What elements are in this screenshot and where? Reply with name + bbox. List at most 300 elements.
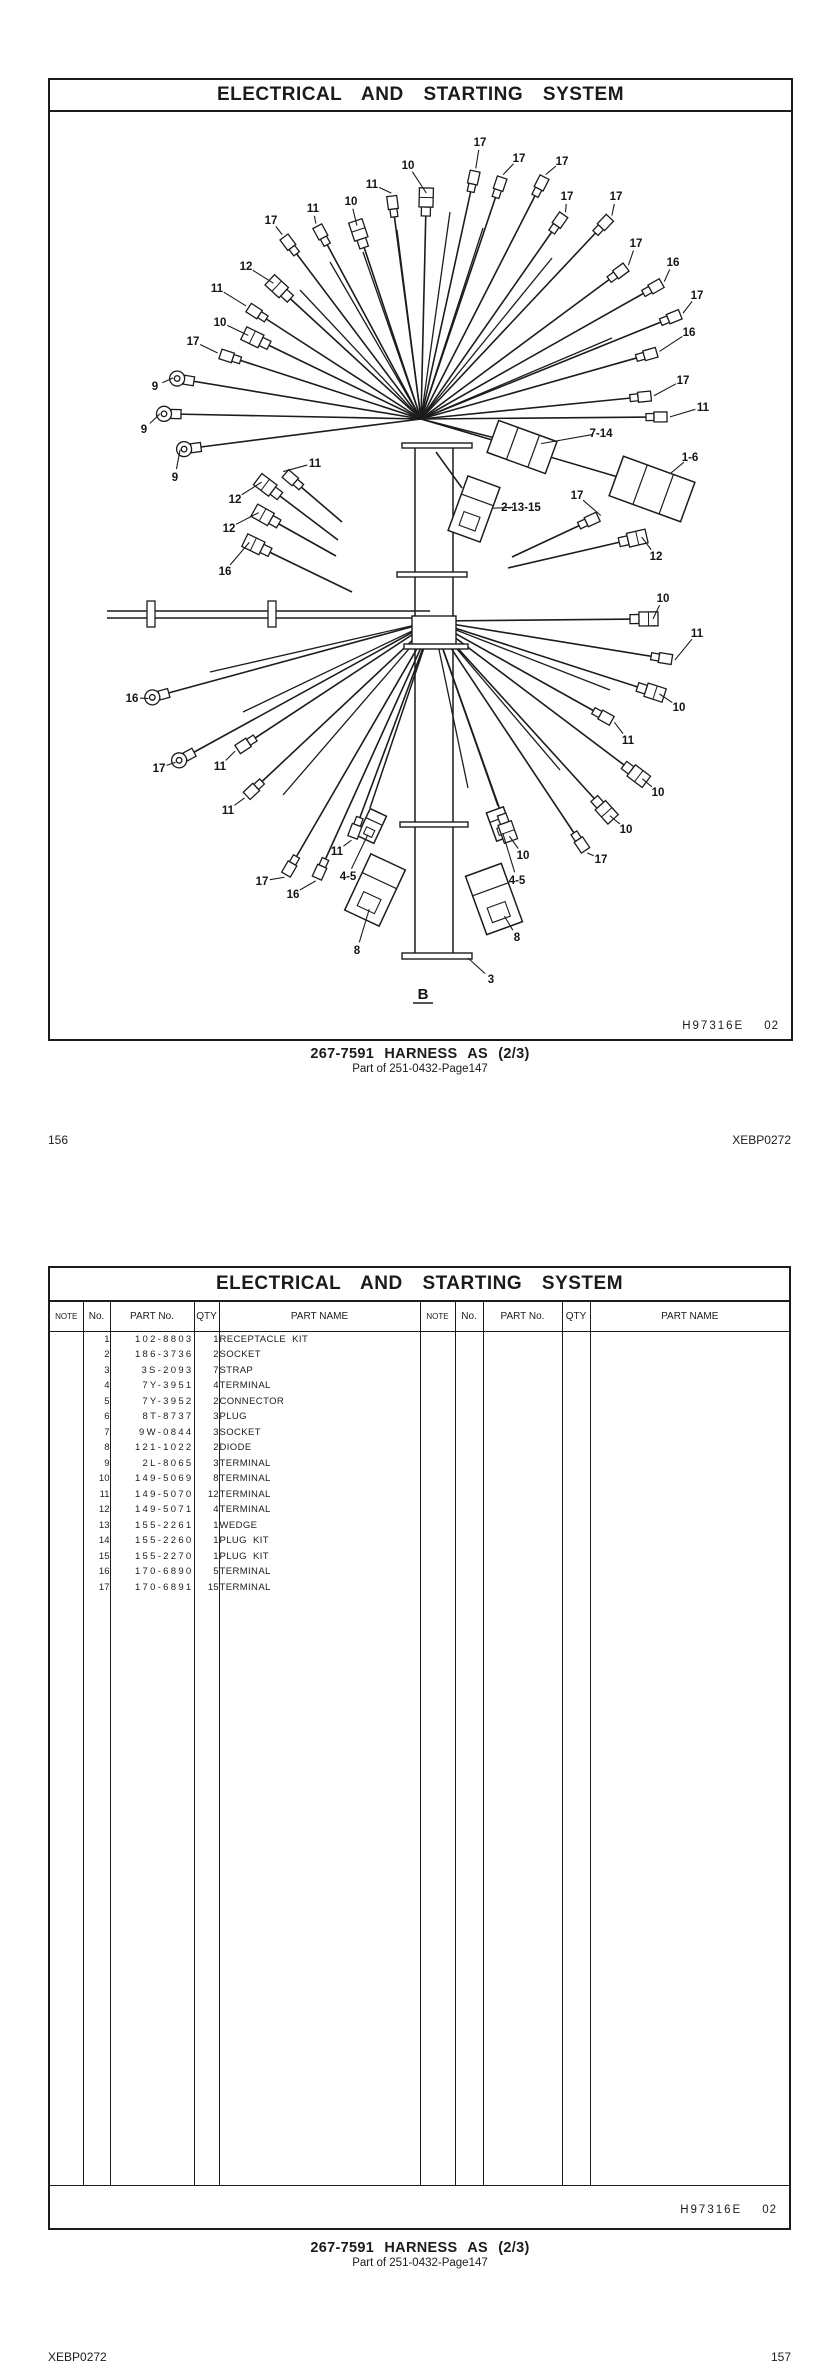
spade-terminal [650, 651, 672, 664]
column-header: NOTE [50, 1302, 83, 1332]
cell-note [50, 1549, 83, 1565]
drawing-rev: 02 [762, 2204, 777, 2216]
ring-hole [174, 375, 180, 381]
plug-terminal [620, 759, 651, 787]
doc-code-right: XEBP0272 [732, 1133, 791, 1147]
cell-empty [455, 1533, 483, 1549]
cell-part_no: 9W-0844 [110, 1425, 194, 1441]
cell-qty: 2 [194, 1394, 219, 1410]
spade-terminal [659, 310, 682, 327]
callout-leader [476, 150, 479, 168]
cell-empty [455, 1332, 483, 1348]
cell-empty [590, 1347, 789, 1363]
table-caption [0, 2240, 840, 2269]
table-row [50, 1425, 789, 1441]
callout-leader [270, 877, 285, 879]
cell-part_no: 121-1022 [110, 1440, 194, 1456]
harness-clip [404, 644, 468, 649]
cell-empty [194, 1595, 219, 2185]
parts-table-box [48, 1266, 791, 2230]
caption-subtitle: Part of 251-0432-Page147 [352, 1063, 488, 1075]
callout-leader [664, 269, 669, 281]
loose-lead [272, 490, 338, 540]
callout-label: 9 [151, 381, 159, 393]
spade-terminal [246, 303, 269, 323]
cell-empty [590, 1363, 789, 1379]
cell-empty [562, 1378, 590, 1394]
harness-wire [433, 621, 580, 842]
connector-body [609, 456, 695, 521]
cell-empty [562, 1502, 590, 1518]
cell-part_name: WEDGE [219, 1518, 420, 1534]
cell-part_no: 155-2261 [110, 1518, 194, 1534]
cell-empty [562, 1533, 590, 1549]
cell-part_name: TERMINAL [219, 1456, 420, 1472]
callout-label: 11 [690, 628, 704, 640]
spade-terminal [646, 412, 667, 422]
harness-wire [436, 452, 462, 488]
cell-empty [483, 1378, 562, 1394]
loose-lead [270, 519, 336, 556]
terminal-body [658, 653, 672, 665]
cell-note [50, 1471, 83, 1487]
callout-label: 12 [239, 261, 253, 273]
cell-no: 13 [83, 1518, 110, 1534]
callout-label: 10 [656, 593, 670, 605]
cell-empty [590, 1487, 789, 1503]
callout-leader [351, 835, 367, 869]
cell-empty [562, 1332, 590, 1348]
callout-label: 10 [344, 196, 358, 208]
spade-terminal [635, 347, 658, 362]
callout-leader [654, 384, 676, 396]
spade-terminal [219, 349, 242, 365]
callout-label: 17 [555, 156, 569, 168]
cell-qty: 15 [194, 1580, 219, 1596]
callout-label: 11 [621, 735, 635, 747]
cell-empty [483, 1456, 562, 1472]
callout-leader [379, 187, 391, 193]
callout-label: 17 [609, 191, 623, 203]
spade-terminal [313, 224, 332, 247]
cell-note [50, 1347, 83, 1363]
callout-label: 16 [218, 566, 232, 578]
cell-empty [590, 1564, 789, 1580]
callout-leader [546, 166, 556, 174]
callout-leader [675, 639, 692, 660]
terminal-barrel [190, 443, 201, 453]
callout-label: 17 [264, 215, 278, 227]
spade-terminal [548, 212, 568, 235]
table-row [50, 1456, 789, 1472]
cell-empty [483, 1394, 562, 1410]
cell-part_no: 155-2270 [110, 1549, 194, 1565]
callout-label: 17 [255, 876, 269, 888]
terminal-body [666, 310, 682, 324]
cell-empty [420, 1440, 455, 1456]
cell-empty [455, 1564, 483, 1580]
cell-empty [590, 1518, 789, 1534]
page-number-right: 157 [770, 2350, 791, 2364]
cell-empty [420, 1409, 455, 1425]
cell-qty: 3 [194, 1456, 219, 1472]
cell-no: 15 [83, 1549, 110, 1565]
plug-terminal [630, 612, 658, 626]
cell-empty [562, 1549, 590, 1565]
spade-terminal [466, 170, 480, 193]
cell-part_name: RECEPTACLE KIT [219, 1332, 420, 1348]
cell-empty [420, 1533, 455, 1549]
spade-terminal [387, 195, 400, 217]
callout-leader [226, 751, 235, 760]
parts-table [50, 1302, 789, 2185]
cell-empty [420, 1471, 455, 1487]
table-row [50, 1332, 789, 1348]
doc-code-left: XEBP0272 [48, 2350, 107, 2364]
cell-no: 4 [83, 1378, 110, 1394]
cell-empty [455, 1580, 483, 1596]
cell-empty [590, 1549, 789, 1565]
parts-table-wrap [50, 1302, 789, 2185]
harness-wire [260, 341, 421, 419]
cell-empty [455, 1595, 483, 2185]
cell-no: 2 [83, 1347, 110, 1363]
drawing-code-text: H97316E [680, 2204, 743, 2216]
harness-wire [421, 355, 647, 419]
column-header: PART No. [110, 1302, 194, 1332]
harness-clip [412, 616, 456, 645]
callout-label: 2-13-15 [501, 502, 541, 514]
cell-note [50, 1332, 83, 1348]
figure-title: ELECTRICAL AND STARTING SYSTEM [50, 80, 791, 112]
cell-empty [455, 1409, 483, 1425]
harness-wire [257, 313, 421, 419]
column-header: QTY [562, 1302, 590, 1332]
drawing-code [682, 1020, 779, 1032]
cell-empty [562, 1595, 590, 2185]
cell-part_no: 8T-8737 [110, 1409, 194, 1425]
cell-part_no: 7Y-3952 [110, 1394, 194, 1410]
strap-tick [268, 601, 276, 627]
harness-wire [173, 414, 421, 419]
harness-clip [397, 572, 467, 577]
ring-hole [181, 446, 187, 452]
cell-no: 1 [83, 1332, 110, 1348]
cell-note [50, 1440, 83, 1456]
callout-label: 17 [152, 763, 166, 775]
cell-empty [455, 1363, 483, 1379]
cell-empty [420, 1595, 455, 2185]
cell-part_no: 155-2260 [110, 1533, 194, 1549]
terminal-barrel [630, 394, 639, 402]
cell-no: 11 [83, 1487, 110, 1503]
cell-empty [420, 1502, 455, 1518]
cell-empty [420, 1347, 455, 1363]
harness-clip [402, 953, 472, 959]
callout-label: 12 [228, 494, 242, 506]
cell-empty [590, 1502, 789, 1518]
cell-empty [483, 1518, 562, 1534]
callout-label: 10 [401, 160, 415, 172]
table-row [50, 1502, 789, 1518]
plug-terminal [349, 219, 371, 250]
terminal-barrel [646, 414, 654, 421]
callout-label: 17 [186, 336, 200, 348]
cell-part_no: 7Y-3951 [110, 1378, 194, 1394]
cell-empty [483, 1347, 562, 1363]
cell-empty [455, 1549, 483, 1565]
terminal-body [638, 391, 652, 402]
callout-leader [612, 204, 614, 216]
cell-empty [562, 1440, 590, 1456]
callout-label: 16 [286, 889, 300, 901]
terminal-body [387, 195, 399, 209]
drawing-rev: 02 [764, 1020, 779, 1032]
cell-empty [455, 1518, 483, 1534]
spade-terminal [235, 734, 258, 754]
connector-body [487, 420, 557, 473]
cell-part_no: 102-8803 [110, 1332, 194, 1348]
cell-qty: 12 [194, 1487, 219, 1503]
cell-empty [562, 1363, 590, 1379]
callout-label: 10 [672, 702, 686, 714]
drawing-code [680, 2204, 777, 2216]
ring-terminal [143, 686, 171, 707]
cell-note [50, 1580, 83, 1596]
header-row [50, 1302, 789, 1332]
spade-terminal [282, 854, 301, 877]
cell-part_name: TERMINAL [219, 1564, 420, 1580]
figure-caption [0, 1046, 840, 1075]
callout-label: 11 [210, 283, 224, 295]
cell-part_no: 2L-8065 [110, 1456, 194, 1472]
cell-note [50, 1363, 83, 1379]
cell-part_no: 3S-2093 [110, 1363, 194, 1379]
cell-part_no: 170-6890 [110, 1564, 194, 1580]
cell-empty [562, 1487, 590, 1503]
cell-empty [420, 1487, 455, 1503]
harness-wire [433, 621, 505, 824]
cell-empty [483, 1487, 562, 1503]
cell-empty [590, 1378, 789, 1394]
spade-terminal [606, 263, 629, 284]
callout-label: 11 [213, 761, 227, 773]
callout-label: 17 [594, 854, 608, 866]
cell-empty [590, 1533, 789, 1549]
cell-empty [562, 1580, 590, 1596]
connector-block [609, 456, 695, 521]
cell-empty [110, 1595, 194, 2185]
callout-label: 1-6 [681, 452, 699, 464]
filler-row [50, 1595, 789, 2185]
connector-body [448, 476, 500, 542]
table-row [50, 1549, 789, 1565]
cell-empty [420, 1580, 455, 1596]
cell-empty [562, 1456, 590, 1472]
callout-leader [503, 164, 513, 175]
terminal-body [219, 349, 234, 363]
table-row [50, 1378, 789, 1394]
callout-leader [583, 500, 601, 515]
ring-hole [149, 694, 156, 701]
cell-part_name: TERMINAL [219, 1487, 420, 1503]
spade-terminal [243, 778, 265, 800]
cell-empty [562, 1564, 590, 1580]
callout-label: 17 [570, 490, 584, 502]
cell-empty [455, 1456, 483, 1472]
callout-leader [300, 881, 316, 890]
cell-part_no: 149-5070 [110, 1487, 194, 1503]
callout-label: 4-5 [508, 875, 526, 887]
cell-empty [590, 1332, 789, 1348]
callout-label: 12 [649, 551, 663, 563]
cell-no: 8 [83, 1440, 110, 1456]
cell-empty [219, 1595, 420, 2185]
caption-subtitle: Part of 251-0432-Page147 [352, 2257, 488, 2269]
callout-leader [200, 345, 217, 353]
callout-label: 7-14 [589, 428, 613, 440]
spade-terminal [491, 176, 507, 199]
cell-empty [455, 1347, 483, 1363]
cell-no: 6 [83, 1409, 110, 1425]
column-header: PART NAME [590, 1302, 789, 1332]
table-row [50, 1564, 789, 1580]
cell-empty [562, 1518, 590, 1534]
cell-qty: 1 [194, 1549, 219, 1565]
ring-hole [161, 411, 167, 417]
callout-label: 8 [513, 932, 521, 944]
spade-terminal [591, 706, 614, 725]
cell-no: 17 [83, 1580, 110, 1596]
cell-part_name: TERMINAL [219, 1471, 420, 1487]
cell-empty [562, 1394, 590, 1410]
cell-note [50, 1456, 83, 1472]
cell-note [50, 1425, 83, 1441]
connector-block [448, 476, 500, 542]
callout-leader [276, 226, 282, 234]
terminal-barrel [421, 207, 430, 216]
callout-label: 10 [651, 787, 665, 799]
cell-no: 5 [83, 1394, 110, 1410]
cell-empty [562, 1425, 590, 1441]
harness-wire [193, 419, 421, 448]
connector-block [487, 420, 557, 473]
callout-leader [565, 204, 566, 212]
plug-terminal [253, 474, 284, 502]
cell-part_name: TERMINAL [219, 1378, 420, 1394]
spade-terminal [641, 279, 664, 298]
cell-no: 16 [83, 1564, 110, 1580]
callout-label: 3 [487, 974, 495, 986]
callout-label: 12 [222, 523, 236, 535]
caption-title: 267-7591 HARNESS AS (2/3) [310, 1046, 530, 1062]
cell-note [50, 1409, 83, 1425]
cell-empty [483, 1580, 562, 1596]
callout-label: 11 [365, 179, 379, 191]
callout-label: 10 [619, 824, 633, 836]
harness-wire [161, 621, 433, 695]
cell-no: 3 [83, 1363, 110, 1379]
plug-terminal [251, 504, 282, 530]
figure-box [48, 78, 793, 1041]
cell-empty [420, 1378, 455, 1394]
parts-table-header [50, 1302, 789, 1332]
cell-empty [590, 1394, 789, 1410]
table-row [50, 1363, 789, 1379]
cell-empty [562, 1471, 590, 1487]
terminal-body [493, 176, 507, 192]
cell-empty [483, 1332, 562, 1348]
callout-leader [468, 958, 485, 974]
table-row [50, 1518, 789, 1534]
cell-part_no: 149-5071 [110, 1502, 194, 1518]
harness-diagram [50, 112, 791, 1039]
table-row [50, 1487, 789, 1503]
cell-empty [420, 1394, 455, 1410]
cell-part_name: PLUG KIT [219, 1533, 420, 1549]
callout-leader [253, 270, 274, 283]
callout-leader [314, 216, 315, 224]
cell-qty: 2 [194, 1440, 219, 1456]
parts-table-title: ELECTRICAL AND STARTING SYSTEM [50, 1268, 789, 1302]
column-header: QTY [194, 1302, 219, 1332]
table-row [50, 1409, 789, 1425]
callout-label: B [417, 986, 429, 1003]
cell-part_name: PLUG [219, 1409, 420, 1425]
callout-leader [614, 722, 623, 733]
callout-leader [628, 251, 633, 266]
callout-label: 16 [125, 693, 139, 705]
plug-terminal [241, 327, 272, 352]
callout-leader [224, 292, 246, 306]
cell-empty [483, 1440, 562, 1456]
harness-wire [330, 262, 421, 419]
callout-label: 10 [516, 850, 530, 862]
cell-qty: 4 [194, 1502, 219, 1518]
spade-terminal [592, 214, 614, 236]
cell-empty [590, 1471, 789, 1487]
cell-part_name: SOCKET [219, 1425, 420, 1441]
callout-label: 11 [308, 458, 322, 470]
plug-terminal [635, 680, 666, 702]
spade-terminal [630, 391, 652, 403]
callout-label: 17 [629, 238, 643, 250]
callout-label: 11 [306, 203, 320, 215]
cell-note [50, 1487, 83, 1503]
cell-part_name: PLUG KIT [219, 1549, 420, 1565]
cell-part_name: SOCKET [219, 1347, 420, 1363]
parts-table-footband [50, 2185, 789, 2228]
cell-empty [483, 1502, 562, 1518]
harness-wire [421, 186, 540, 419]
harness-wire [433, 619, 640, 621]
cell-qty: 3 [194, 1425, 219, 1441]
cell-qty: 7 [194, 1363, 219, 1379]
cell-no: 14 [83, 1533, 110, 1549]
harness-wire [210, 621, 433, 672]
ring-terminal [169, 746, 198, 771]
spade-terminal [280, 234, 301, 257]
cell-empty [483, 1564, 562, 1580]
cell-part_name: DIODE [219, 1440, 420, 1456]
cell-empty [590, 1440, 789, 1456]
cell-empty [420, 1564, 455, 1580]
cell-empty [455, 1502, 483, 1518]
callout-label: 11 [696, 402, 710, 414]
loose-lead [508, 540, 629, 568]
cell-empty [483, 1425, 562, 1441]
terminal-body [643, 347, 658, 360]
